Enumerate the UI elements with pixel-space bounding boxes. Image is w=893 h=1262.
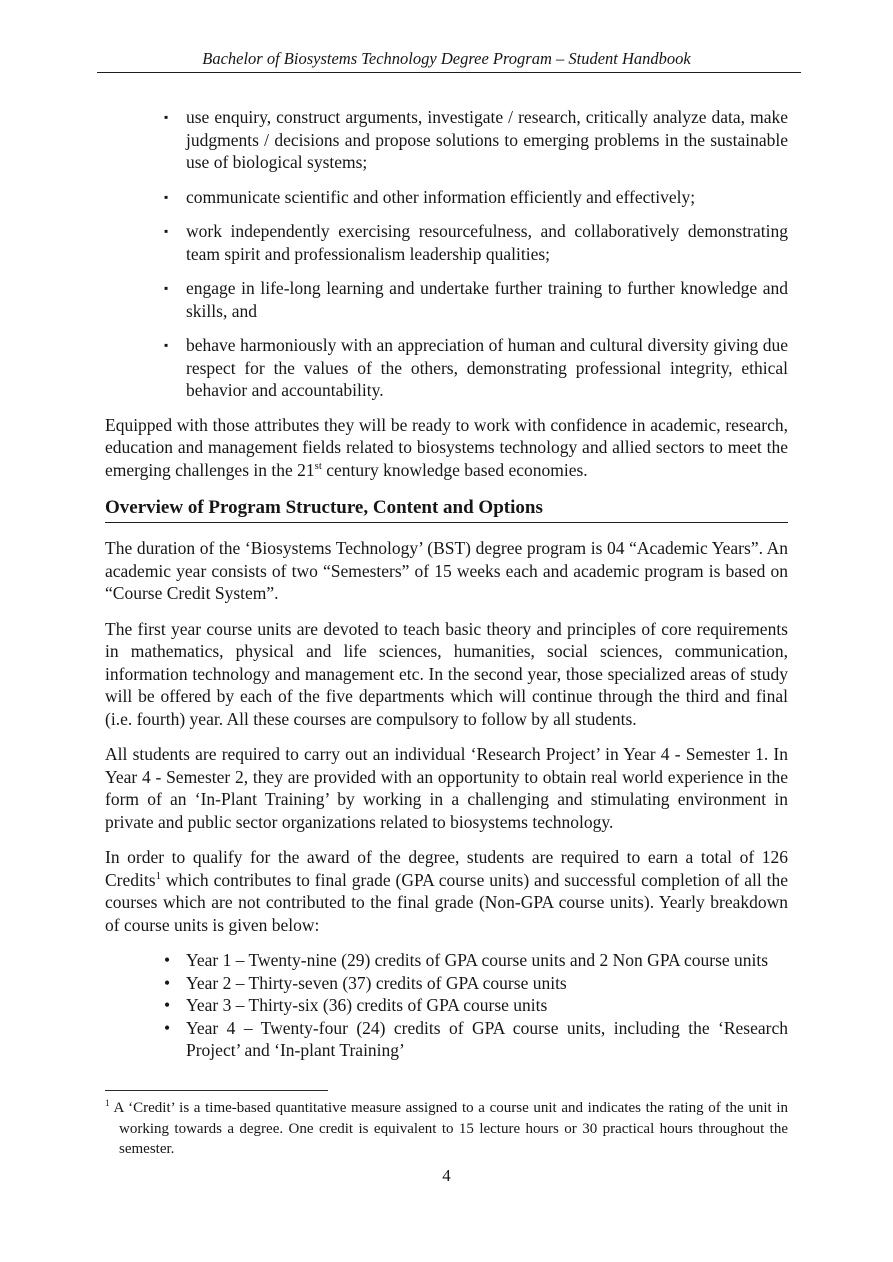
year-item-text: Year 3 – Thirty-six (36) credits of GPA course units (186, 995, 548, 1015)
bullet-text: use enquiry, construct arguments, investigate / research, critically analyze data, make judgments / decisions and propose solutions to emerging problems in the sustainable use of biological systems; (186, 107, 788, 172)
paragraph-credits-text: In order to qualify for the award of the degree, students are required to earn a total of 126 Credits (105, 847, 788, 890)
paragraph-equipped-text-end: century knowledge based economies. (321, 459, 588, 480)
paragraph-credits-text-end: which contributes to final grade (GPA course units) and successful completion of all the courses which are not contributed to the final grade (Non-GPA course units). Yearly breakdown of course units is given below: (105, 869, 788, 935)
header-rule (97, 72, 801, 73)
footnote-text: A ‘Credit’ is a time-based quantitative measure assigned to a course unit and indicates the rating of the unit in working towards a degree. One credit is equivalent to 15 lecture hours or 30 practical hours throughout the semester. (113, 1100, 788, 1157)
year-item-text: Year 4 – Twenty-four (24) credits of GPA course units, including the ‘Research Project’ and ‘In-plant Training’ (186, 1017, 788, 1060)
paragraph-duration: The duration of the ‘Biosystems Technology’ (BST) degree program is 04 “Academic Years”. An academic year consists of two “Semesters” of 15 weeks each and academic program is based on “Course Credit System”. (105, 538, 788, 603)
bullet-item (164, 220, 788, 265)
page-number: 4 (442, 1166, 451, 1185)
bullet-text: work independently exercising resourcefulness, and collaboratively demonstrating team spirit and professionalism leadership qualities; (186, 221, 788, 264)
bullet-item (164, 277, 788, 322)
year-item-text: Year 1 – Twenty-nine (29) credits of GPA course units and 2 Non GPA course units (186, 950, 769, 970)
footnote (105, 1098, 788, 1160)
paragraph-equipped (105, 414, 788, 482)
bullet-item (164, 186, 788, 209)
footnote-section (105, 1090, 788, 1160)
year-list-item (164, 994, 788, 1017)
bullet-marker: • (164, 972, 171, 993)
bullet-marker: ▪ (164, 224, 169, 238)
bullet-marker: ▪ (164, 110, 169, 124)
footnote-reference-marker: 1 (155, 869, 161, 882)
bullet-text: engage in life-long learning and undertake further training to further knowledge and skills, and (186, 278, 788, 321)
year-item-text: Year 2 – Thirty-seven (37) credits of GPA course units (186, 972, 567, 993)
bullet-marker: ▪ (164, 338, 169, 352)
paragraph-first-year: The first year course units are devoted to teach basic theory and principles of core requirements in mathematics, physical and life sciences, humanities, social sciences, communication, information technology and management etc. In the second year, those specialized areas of study will be offered by each of the five departments which will continue through the third and final (i.e. fourth) year. All these courses are compulsory to follow by all students. (105, 618, 788, 729)
bullet-item (164, 334, 788, 402)
paragraph-equipped-text: Equipped with those attributes they will be ready to work with confidence in academic, research, education and management fields related to biosystems technology and allied sectors to meet the emerging challenges in the 21 (105, 414, 788, 480)
bullet-marker: • (164, 950, 171, 970)
bullet-text: communicate scientific and other information efficiently and effectively; (186, 186, 696, 207)
bullet-text: behave harmoniously with an appreciation of human and cultural diversity giving due respect for the values of the others, demonstrating professional integrity, ethical behavior and accountability. (186, 335, 788, 400)
section-heading: Overview of Program Structure, Content and Options (105, 496, 788, 523)
year-breakdown-list (105, 949, 788, 1062)
page-header-title: Bachelor of Biosystems Technology Degree Program – Student Handbook (202, 49, 691, 68)
paragraph-credits (105, 846, 788, 936)
page-content (105, 106, 788, 1062)
footnote-separator (105, 1090, 328, 1091)
paragraph-research-project: All students are required to carry out an individual ‘Research Project’ in Year 4 - Semester 1. In Year 4 - Semester 2, they are provided with an opportunity to obtain real world experience in the form of an ‘In-Plant Training’ by working in a challenging and stimulating environment in private and public sector organizations related to biosystems technology. (105, 744, 788, 832)
bullet-marker: • (164, 995, 171, 1015)
bullet-marker: ▪ (164, 189, 169, 204)
bullet-item (164, 106, 788, 174)
footnote-number: 1 (105, 1099, 110, 1109)
attribute-bullet-list (105, 106, 788, 402)
bullet-marker: • (164, 1017, 171, 1038)
year-list-item (164, 1017, 788, 1062)
year-list-item (164, 972, 788, 995)
superscript-st: st (314, 459, 322, 472)
bullet-marker: ▪ (164, 281, 169, 295)
year-list-item (164, 949, 788, 972)
